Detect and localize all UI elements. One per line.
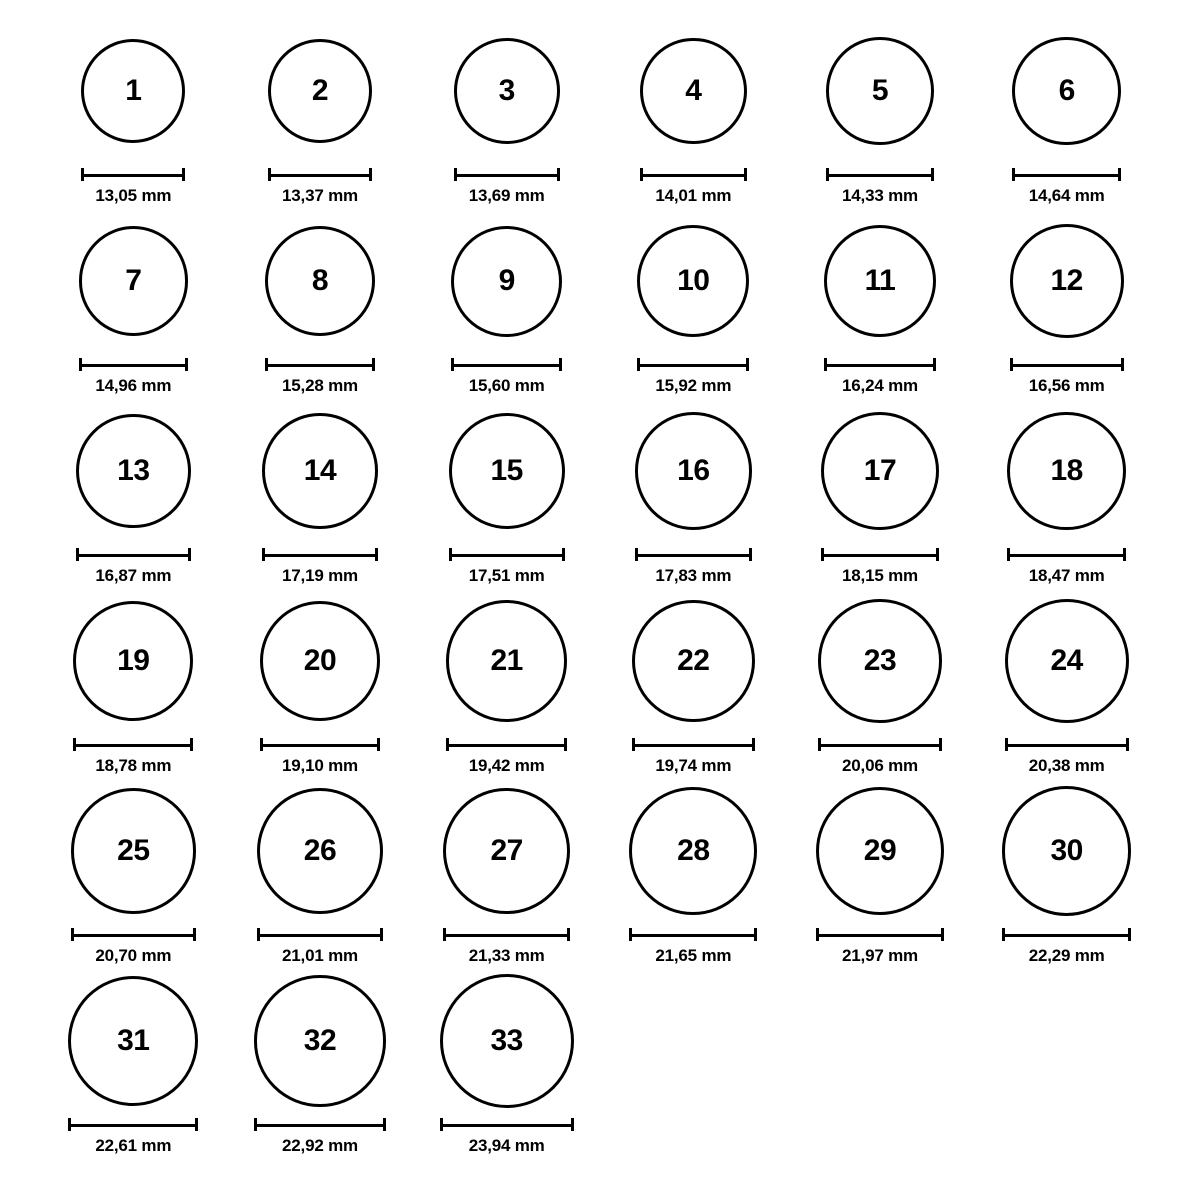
ring-circle-wrap: [824, 206, 937, 356]
ring-size-cell: [787, 586, 974, 776]
ring-size-number: 14: [303, 453, 337, 487]
ring-size-number: 28: [677, 834, 710, 867]
ring-circle: [821, 412, 939, 530]
ring-size-cell: [40, 396, 227, 586]
ring-circle: [440, 974, 574, 1108]
caliper-ruler-icon: [816, 928, 945, 940]
ring-diameter-label: 14,64 mm: [1028, 186, 1105, 205]
caliper-ruler-icon: [1007, 548, 1126, 560]
ring-diameter-label: 18,47 mm: [1028, 566, 1105, 585]
ring-circle: [454, 38, 560, 144]
ring-size-number: 3: [498, 73, 515, 107]
ring-circle-wrap: [79, 206, 188, 356]
ring-size-number: 20: [303, 644, 337, 677]
ring-circle: [451, 226, 562, 337]
ring-diameter-label: 14,96 mm: [95, 376, 172, 395]
ring-diameter-label: 14,33 mm: [842, 186, 918, 205]
ring-size-cell: [227, 966, 414, 1156]
ring-measurement: [1012, 168, 1120, 206]
ring-size-number: 22: [677, 643, 710, 677]
ring-measurement: [629, 928, 757, 966]
ring-measurement: [824, 358, 937, 396]
ring-size-cell: [227, 16, 414, 206]
ring-circle: [268, 39, 373, 144]
caliper-ruler-icon: [260, 738, 381, 750]
ring-diameter-label: 21,33 mm: [468, 946, 545, 965]
ring-circle: [262, 413, 377, 528]
ring-measurement: [635, 548, 752, 586]
ring-circle: [449, 413, 565, 529]
ring-circle-wrap: [821, 396, 939, 546]
caliper-ruler-icon: [1010, 358, 1124, 370]
ring-measurement: [443, 928, 570, 966]
ring-size-cell: [413, 16, 600, 206]
ring-diameter-label: 15,60 mm: [468, 376, 545, 395]
ring-circle: [629, 787, 757, 915]
caliper-ruler-icon: [446, 738, 568, 750]
ring-diameter-label: 17,51 mm: [468, 566, 545, 585]
ring-diameter-label: 17,83 mm: [655, 566, 732, 585]
ring-diameter-label: 23,94 mm: [468, 1136, 545, 1155]
ring-circle: [265, 226, 375, 336]
ring-size-cell: [600, 586, 787, 776]
ring-size-cell: [227, 776, 414, 966]
ring-size-number: 21: [490, 644, 523, 677]
caliper-ruler-icon: [635, 548, 752, 560]
ring-size-number: 30: [1050, 834, 1083, 867]
ring-size-number: 18: [1050, 453, 1083, 487]
ring-circle-wrap: [265, 206, 375, 356]
ring-size-cell: [600, 206, 787, 396]
ring-measurement: [71, 928, 196, 966]
ring-circle: [68, 976, 198, 1106]
ring-size-number: 17: [863, 454, 897, 487]
ring-diameter-label: 13,37 mm: [282, 186, 358, 205]
ring-diameter-label: 18,78 mm: [95, 756, 172, 775]
caliper-ruler-icon: [76, 548, 191, 560]
ring-size-number: 12: [1050, 264, 1083, 297]
ring-circle: [635, 412, 752, 529]
ring-circle-wrap: [1005, 586, 1129, 736]
ring-circle: [632, 600, 754, 722]
ring-size-grid: [40, 16, 1160, 1156]
ring-measurement: [818, 738, 941, 776]
ring-size-cell: [973, 776, 1160, 966]
ring-size-number: 7: [125, 263, 142, 297]
ring-measurement: [79, 358, 188, 396]
ring-size-number: 13: [117, 454, 150, 487]
caliper-ruler-icon: [821, 548, 939, 560]
ring-size-number: 27: [490, 833, 523, 867]
ring-diameter-label: 19,10 mm: [282, 756, 358, 775]
ring-size-cell: [600, 16, 787, 206]
ring-circle: [824, 225, 937, 338]
ring-measurement: [449, 548, 565, 586]
ring-measurement: [68, 1118, 198, 1156]
ring-circle: [1010, 224, 1124, 338]
caliper-ruler-icon: [826, 168, 934, 180]
ring-circle-wrap: [443, 776, 570, 926]
ring-circle-wrap: [268, 16, 373, 166]
ring-circle-wrap: [262, 396, 377, 546]
caliper-ruler-icon: [68, 1118, 198, 1130]
caliper-ruler-icon: [449, 548, 565, 560]
ring-measurement: [454, 168, 560, 206]
ring-measurement: [76, 548, 191, 586]
caliper-ruler-icon: [265, 358, 375, 370]
caliper-ruler-icon: [818, 738, 941, 750]
ring-circle: [443, 788, 570, 915]
ring-circle-wrap: [1007, 396, 1126, 546]
ring-diameter-label: 16,87 mm: [95, 566, 172, 585]
ring-size-cell: [787, 396, 974, 586]
ring-measurement: [268, 168, 373, 206]
ring-size-number: 24: [1050, 644, 1083, 677]
ring-circle-wrap: [68, 966, 198, 1116]
ring-diameter-label: 21,01 mm: [282, 946, 358, 965]
ring-circle: [76, 414, 191, 529]
ring-measurement: [254, 1118, 385, 1156]
ring-size-number: 25: [117, 834, 150, 867]
ring-measurement: [637, 358, 749, 396]
ring-diameter-label: 13,69 mm: [468, 186, 545, 205]
caliper-ruler-icon: [454, 168, 560, 180]
ring-size-number: 9: [498, 264, 515, 297]
ring-circle-wrap: [454, 16, 560, 166]
ring-measurement: [821, 548, 939, 586]
ring-size-number: 6: [1058, 73, 1075, 107]
ring-circle-wrap: [451, 206, 562, 356]
ring-diameter-label: 19,42 mm: [468, 756, 545, 775]
ring-circle-wrap: [71, 776, 196, 926]
ring-measurement: [73, 738, 193, 776]
caliper-ruler-icon: [262, 548, 377, 560]
ring-circle: [1005, 599, 1129, 723]
ring-size-cell: [973, 16, 1160, 206]
caliper-ruler-icon: [81, 168, 185, 180]
ring-size-number: 11: [864, 263, 896, 297]
ring-size-cell: [413, 776, 600, 966]
ring-circle: [446, 600, 568, 722]
ring-diameter-label: 22,29 mm: [1028, 946, 1105, 965]
ring-size-number: 2: [311, 73, 329, 107]
ring-diameter-label: 16,56 mm: [1028, 376, 1105, 395]
ring-size-number: 16: [677, 454, 710, 487]
ring-size-cell: [40, 206, 227, 396]
ring-circle-wrap: [635, 396, 752, 546]
caliper-ruler-icon: [1012, 168, 1120, 180]
ring-circle-wrap: [1012, 16, 1120, 166]
ring-circle-wrap: [632, 586, 754, 736]
ring-diameter-label: 14,01 mm: [655, 186, 732, 205]
ring-size-cell: [787, 776, 974, 966]
ring-circle: [826, 37, 934, 145]
ring-size-number: 10: [677, 263, 710, 297]
ring-size-number: 31: [117, 1023, 150, 1057]
ring-size-cell: [413, 206, 600, 396]
ring-circle-wrap: [826, 16, 934, 166]
ring-size-cell: [227, 206, 414, 396]
ring-circle: [260, 601, 381, 722]
ring-size-cell: [40, 16, 227, 206]
ring-circle-wrap: [446, 586, 568, 736]
ring-circle: [1002, 786, 1132, 916]
ring-size-number: 1: [125, 74, 142, 107]
ring-circle: [637, 225, 749, 337]
ring-circle-wrap: [637, 206, 749, 356]
ring-measurement: [262, 548, 377, 586]
ring-circle-wrap: [73, 586, 193, 736]
ring-measurement: [640, 168, 747, 206]
ring-size-cell: [413, 396, 600, 586]
ring-measurement: [1007, 548, 1126, 586]
ring-measurement: [260, 738, 381, 776]
caliper-ruler-icon: [640, 168, 747, 180]
ring-size-number: 23: [863, 643, 897, 677]
caliper-ruler-icon: [451, 358, 562, 370]
ring-measurement: [1002, 928, 1132, 966]
ring-size-cell: [973, 206, 1160, 396]
ring-size-cell: [413, 966, 600, 1156]
ring-size-number: 8: [311, 264, 329, 297]
ring-circle: [816, 787, 945, 916]
ring-size-number: 4: [685, 74, 702, 107]
caliper-ruler-icon: [629, 928, 757, 940]
ring-size-number: 5: [871, 74, 889, 107]
ring-size-cell: [600, 776, 787, 966]
caliper-ruler-icon: [73, 738, 193, 750]
ring-size-number: 33: [490, 1024, 523, 1057]
ring-measurement: [632, 738, 754, 776]
ring-size-cell: [227, 586, 414, 776]
ring-circle: [81, 39, 185, 143]
ring-size-number: 29: [863, 834, 897, 867]
ring-circle-wrap: [449, 396, 565, 546]
ring-circle-wrap: [81, 16, 185, 166]
ring-measurement: [257, 928, 383, 966]
ring-circle-wrap: [440, 966, 574, 1116]
ring-circle-wrap: [76, 396, 191, 546]
caliper-ruler-icon: [824, 358, 937, 370]
caliper-ruler-icon: [632, 738, 754, 750]
ring-diameter-label: 20,38 mm: [1028, 756, 1105, 775]
caliper-ruler-icon: [440, 1118, 574, 1130]
caliper-ruler-icon: [637, 358, 749, 370]
ring-size-number: 32: [303, 1024, 337, 1057]
ring-diameter-label: 15,92 mm: [655, 376, 732, 395]
caliper-ruler-icon: [268, 168, 373, 180]
ring-circle: [257, 788, 383, 914]
ring-circle-wrap: [629, 776, 757, 926]
ring-size-number: 26: [303, 833, 337, 867]
ring-diameter-label: 13,05 mm: [95, 186, 172, 205]
ring-circle: [79, 226, 188, 335]
ring-circle-wrap: [640, 16, 747, 166]
ring-size-cell: [40, 776, 227, 966]
ring-size-cell: [787, 16, 974, 206]
ring-size-cell: [973, 396, 1160, 586]
ring-measurement: [446, 738, 568, 776]
ring-size-cell: [600, 396, 787, 586]
caliper-ruler-icon: [257, 928, 383, 940]
ring-circle-wrap: [818, 586, 941, 736]
ring-size-number: 15: [490, 453, 523, 487]
ring-size-cell: [40, 966, 227, 1156]
ring-size-cell: [413, 586, 600, 776]
ring-size-cell: [40, 586, 227, 776]
ring-size-number: 19: [117, 643, 150, 677]
ring-circle-wrap: [1002, 776, 1132, 926]
ring-circle: [1012, 37, 1120, 145]
ring-diameter-label: 20,70 mm: [95, 946, 172, 965]
ring-circle-wrap: [257, 776, 383, 926]
ring-circle-wrap: [816, 776, 945, 926]
ring-measurement: [440, 1118, 574, 1156]
caliper-ruler-icon: [254, 1118, 385, 1130]
ring-size-cell: [787, 206, 974, 396]
ring-diameter-label: 21,97 mm: [842, 946, 918, 965]
ring-measurement: [816, 928, 945, 966]
caliper-ruler-icon: [79, 358, 188, 370]
ring-diameter-label: 17,19 mm: [282, 566, 358, 585]
ring-circle-wrap: [260, 586, 381, 736]
ring-size-cell: [227, 396, 414, 586]
ring-diameter-label: 20,06 mm: [842, 756, 918, 775]
caliper-ruler-icon: [443, 928, 570, 940]
ring-diameter-label: 15,28 mm: [282, 376, 358, 395]
ring-measurement: [1005, 738, 1129, 776]
ring-diameter-label: 21,65 mm: [655, 946, 732, 965]
ring-measurement: [1010, 358, 1124, 396]
ring-circle-wrap: [1010, 206, 1124, 356]
caliper-ruler-icon: [71, 928, 196, 940]
caliper-ruler-icon: [1002, 928, 1132, 940]
ring-diameter-label: 18,15 mm: [842, 566, 918, 585]
ring-circle: [71, 788, 196, 913]
ring-circle: [818, 599, 941, 722]
ring-diameter-label: 22,61 mm: [95, 1136, 172, 1155]
ring-diameter-label: 19,74 mm: [655, 756, 732, 775]
ring-circle: [1007, 412, 1126, 531]
ring-diameter-label: 22,92 mm: [282, 1136, 358, 1155]
ring-measurement: [81, 168, 185, 206]
ring-circle: [254, 975, 385, 1106]
ring-diameter-label: 16,24 mm: [842, 376, 918, 395]
ring-circle: [640, 38, 747, 145]
ring-circle: [73, 601, 193, 721]
ring-measurement: [265, 358, 375, 396]
ring-measurement: [826, 168, 934, 206]
ring-circle-wrap: [254, 966, 385, 1116]
ring-size-cell: [973, 586, 1160, 776]
caliper-ruler-icon: [1005, 738, 1129, 750]
ring-measurement: [451, 358, 562, 396]
